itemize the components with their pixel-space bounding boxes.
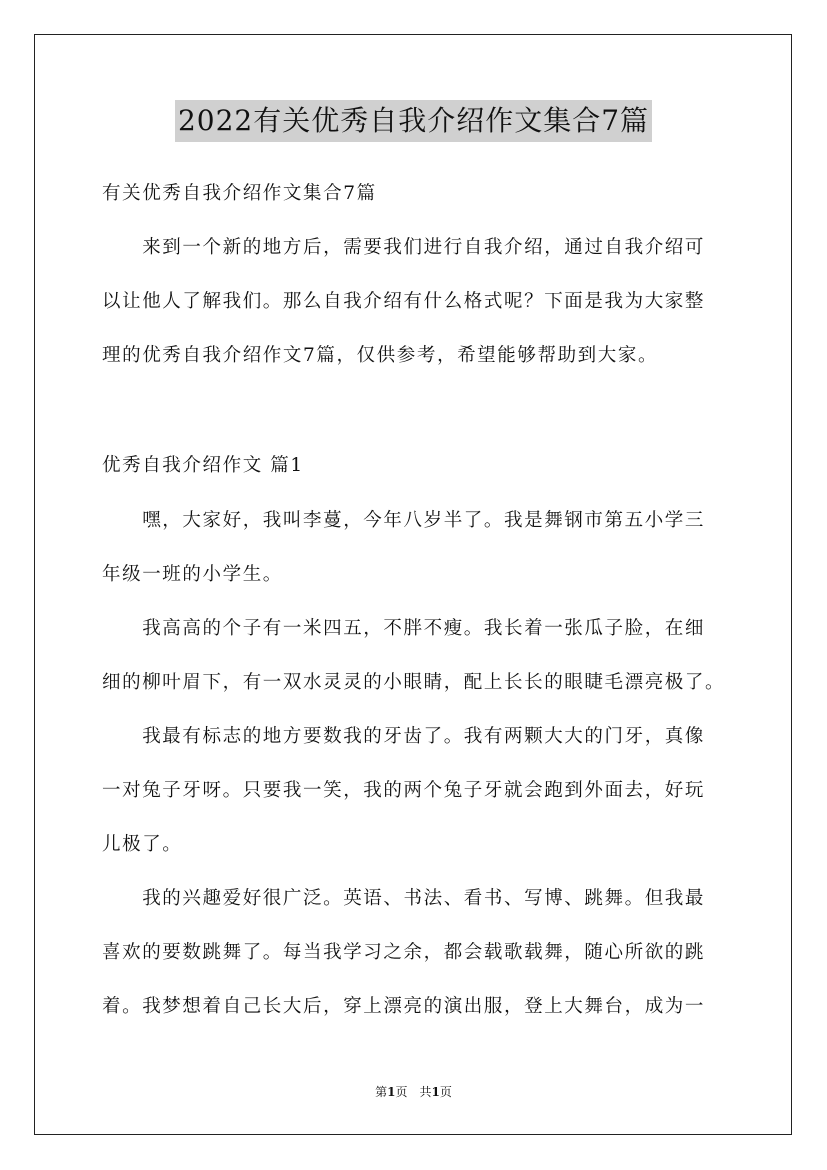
text-line: 嘿，大家好，我叫李蔓，今年八岁半了。我是舞钢市第五小学三 bbox=[102, 510, 706, 531]
text-line: 着。我梦想着自己长大后，穿上漂亮的演出服，登上大舞台，成为一 bbox=[102, 996, 706, 1017]
text-line: 以让他人了解我们。那么自我介绍有什么格式呢？下面是我为大家整 bbox=[102, 291, 706, 312]
title-wrap bbox=[0, 100, 827, 142]
footer-mid: 页 共 bbox=[395, 1085, 432, 1099]
text-line: 一对兔子牙呀。只要我一笑，我的两个兔子牙就会跑到外面去，好玩 bbox=[102, 780, 706, 801]
footer-suffix: 页 bbox=[439, 1085, 452, 1099]
text-line: 我最有标志的地方要数我的牙齿了。我有两颗大大的门牙，真像 bbox=[102, 726, 706, 747]
text-line: 儿极了。 bbox=[102, 834, 183, 855]
document-title: 2022有关优秀自我介绍作文集合7篇 bbox=[175, 100, 652, 142]
footer-total-pages: 1 bbox=[431, 1085, 440, 1099]
text-line: 我高高的个子有一米四五，不胖不瘦。我长着一张瓜子脸，在细 bbox=[102, 618, 706, 639]
subtitle: 有关优秀自我介绍作文集合7篇 bbox=[102, 183, 377, 204]
page-footer bbox=[0, 1084, 827, 1100]
footer-page-number: 1 bbox=[387, 1085, 396, 1099]
text-line: 喜欢的要数跳舞了。每当我学习之余，都会载歌载舞，随心所欲的跳 bbox=[102, 942, 706, 963]
text-line: 我的兴趣爱好很广泛。英语、书法、看书、写博、跳舞。但我最 bbox=[102, 888, 706, 909]
text-line: 年级一班的小学生。 bbox=[102, 564, 283, 585]
text-line: 细的柳叶眉下，有一双水灵灵的小眼睛，配上长长的眼睫毛漂亮极了。 bbox=[102, 672, 726, 693]
footer-prefix: 第 bbox=[375, 1085, 388, 1099]
text-line: 来到一个新的地方后，需要我们进行自我介绍，通过自我介绍可 bbox=[102, 237, 706, 258]
text-line: 理的优秀自我介绍作文7篇，仅供参考，希望能够帮助到大家。 bbox=[102, 345, 659, 366]
section-heading: 优秀自我介绍作文 篇1 bbox=[102, 455, 304, 476]
